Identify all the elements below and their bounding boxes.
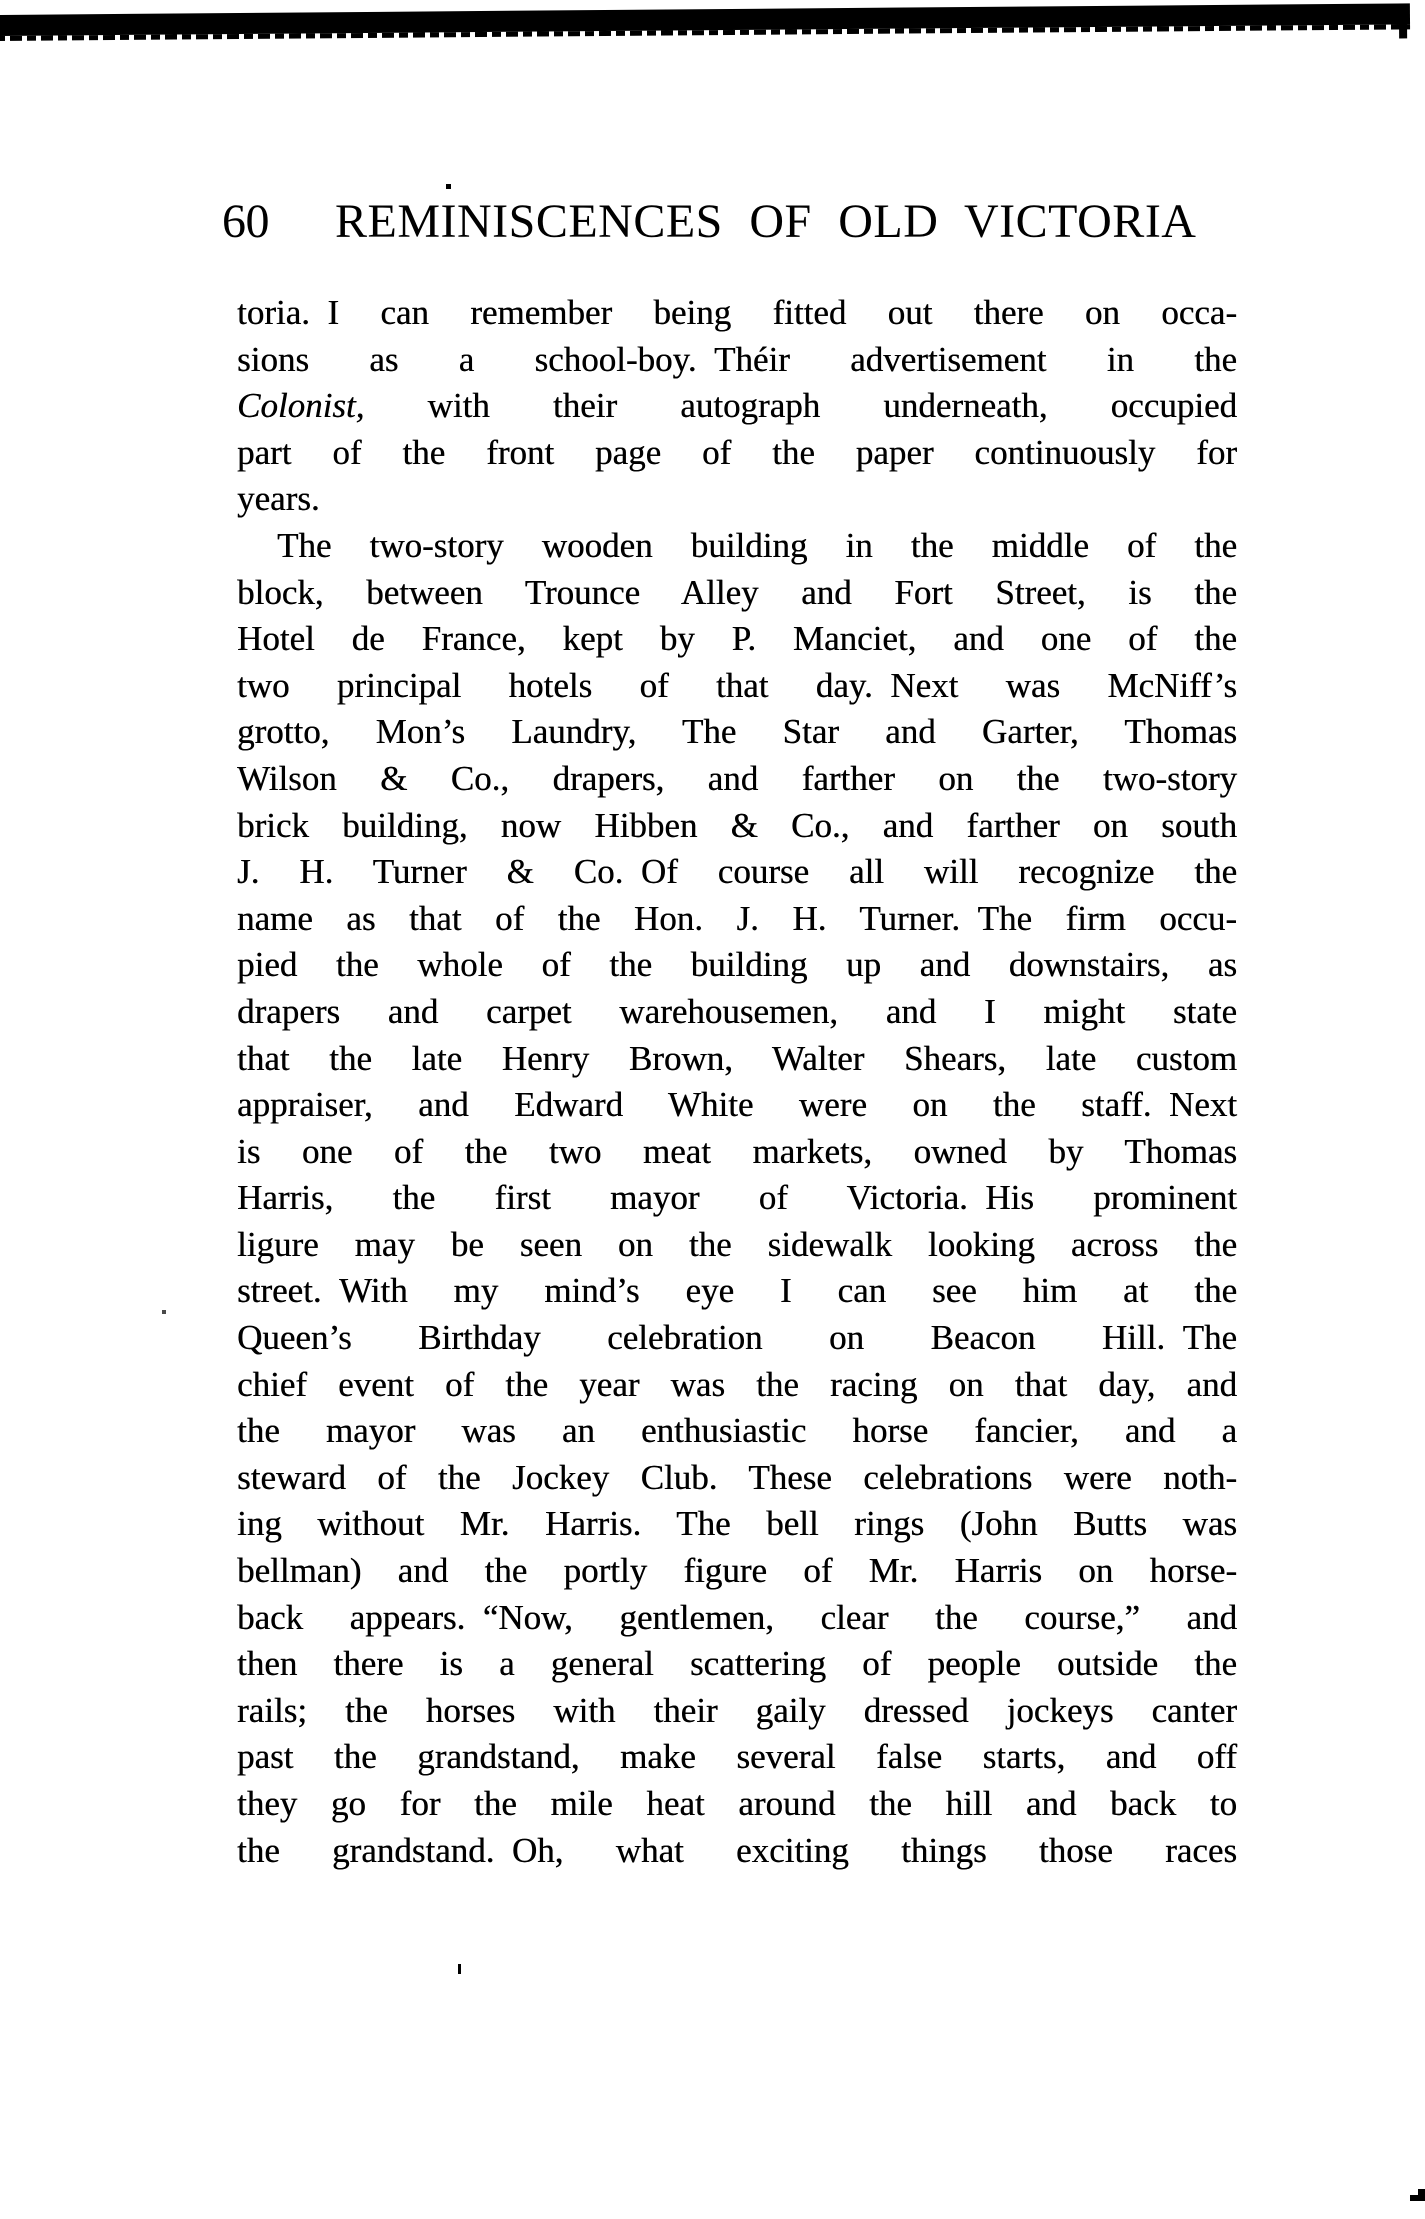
page-header xyxy=(222,194,1196,249)
page-number: 60 xyxy=(222,195,269,248)
text-line: Wilson & Co., drapers, and farther on the two-story xyxy=(237,758,1237,798)
book-title-italic: Colonist, xyxy=(237,386,365,426)
text-line: name as that of the Hon. J. H. Turner. The firm occu- xyxy=(237,898,1237,938)
text-line: past the grandstand, make several false starts, and off xyxy=(237,1737,1237,1777)
scan-corner-mark xyxy=(1410,2188,1425,2203)
text-line: Hotel de France, kept by P. Manciet, and one of the xyxy=(237,619,1237,659)
text-line: the mayor was an enthusiastic horse fancier, and a xyxy=(237,1411,1237,1451)
text-line: then there is a general scattering of people outside the xyxy=(237,1644,1237,1684)
ink-speck xyxy=(162,1310,166,1314)
text-line: ing without Mr. Harris. The bell rings (John Butts was xyxy=(237,1504,1237,1544)
text-line: block, between Trounce Alley and Fort Street, is the xyxy=(237,572,1237,612)
text-line: is one of the two meat markets, owned by Thomas xyxy=(237,1131,1237,1171)
text-line: Queen’s Birthday celebration on Beacon Hill. The xyxy=(237,1318,1237,1358)
text-line: ligure may be seen on the sidewalk looking across the xyxy=(237,1224,1237,1264)
text-line: steward of the Jockey Club. These celebrations were noth- xyxy=(237,1457,1237,1497)
text-line: bellman) and the portly figure of Mr. Harris on horse- xyxy=(237,1551,1237,1591)
text-line: brick building, now Hibben & Co., and farther on south xyxy=(237,805,1237,845)
text-line xyxy=(237,383,1237,430)
body-text-block xyxy=(237,290,1237,1874)
text-line: toria. I can remember being fitted out there on occa- xyxy=(237,293,1237,332)
scan-artifact-top-bar xyxy=(0,3,1410,36)
ink-speck xyxy=(446,184,451,189)
text-line: years. xyxy=(237,479,320,519)
text-line: grotto, Mon’s Laundry, The Star and Garter, Thomas xyxy=(237,712,1237,752)
text-line-rest: with their autograph underneath, occupied xyxy=(364,386,1237,426)
text-line: J. H. Turner & Co. Of course all will recognize the xyxy=(237,852,1237,892)
text-line: Harris, the first mayor of Victoria. His prominent xyxy=(237,1178,1237,1218)
text-line: sions as a school-boy. Théir advertisement in the xyxy=(237,339,1237,379)
text-line: The two-story wooden building in the middle of the xyxy=(277,525,1237,565)
ink-speck xyxy=(458,1964,461,1974)
text-line: that the late Henry Brown, Walter Shears, late custom xyxy=(237,1038,1237,1078)
text-line: pied the whole of the building up and downstairs, as xyxy=(237,945,1237,985)
text-line: appraiser, and Edward White were on the staff. Next xyxy=(237,1085,1237,1125)
text-line: street. With my mind’s eye I can see him at the xyxy=(237,1271,1237,1311)
text-line: part of the front page of the paper continuously for xyxy=(237,432,1237,472)
text-line: the grandstand. Oh, what exciting things those races xyxy=(237,1830,1237,1870)
text-line: drapers and carpet warehousemen, and I might state xyxy=(237,991,1237,1031)
text-line: rails; the horses with their gaily dressed jockeys canter xyxy=(237,1690,1237,1730)
text-line: two principal hotels of that day. Next was McNiff’s xyxy=(237,665,1237,705)
scan-corner-mark-part xyxy=(1418,2189,1425,2201)
text-line: they go for the mile heat around the hill and back to xyxy=(237,1784,1237,1823)
running-title: REMINISCENCES OF OLD VICTORIA xyxy=(335,195,1197,248)
text-line: back appears. “Now, gentlemen, clear the course,” and xyxy=(237,1597,1237,1637)
text-line: chief event of the year was the racing on that day, and xyxy=(237,1364,1237,1404)
